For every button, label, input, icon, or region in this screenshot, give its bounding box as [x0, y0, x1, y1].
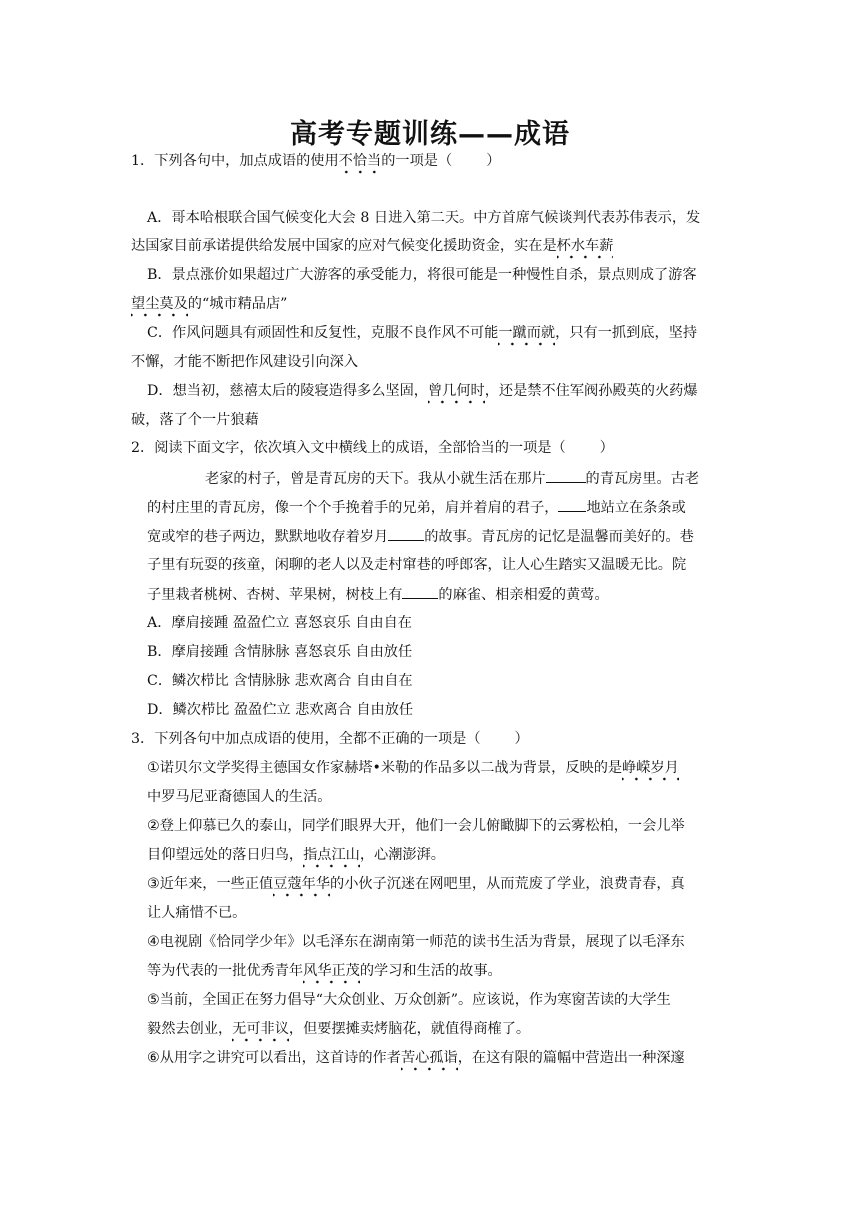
item-number: ⑤	[147, 992, 160, 1008]
idiom-emphasis: 无可非议	[232, 1021, 289, 1043]
q2-passage-line1: 老家的村子，曾是青瓦房的天下。我从小就生活在那片 的青瓦房里。古老	[205, 468, 699, 489]
q3-item-2-line1: ②登上仰慕已久的泰山，同学们眼界大开，他们一会儿俯瞰脚下的云雾松柏，一会儿举	[147, 818, 685, 834]
q3-item-1-line1: ①诺贝尔文学奖得主德国女作家赫塔•米勒的作品多以二战为背景，反映的是峥嵘岁月	[147, 758, 679, 778]
q2-option-c: C．鳞次栉比 含情脉脉 悲欢离合 自由自在	[147, 673, 413, 689]
page-title: 高考专题训练——成语	[290, 119, 570, 150]
idiom-emphasis: 豆蔻年华	[273, 876, 330, 898]
fill-blank	[388, 526, 424, 541]
item-number: ④	[147, 934, 160, 950]
idiom-emphasis: 杯水车薪	[557, 238, 614, 260]
q1-stem: 1．下列各句中，加点成语的使用不恰当的一项是（ ）	[131, 151, 500, 171]
idiom-emphasis: 峥嵘岁月	[622, 760, 679, 782]
idiom-emphasis: 指点江山	[303, 847, 360, 869]
item-number: ③	[147, 876, 160, 892]
q2-option-b: B．摩肩接踵 含情脉脉 喜怒哀乐 自由放任	[147, 644, 413, 660]
q3-item-4-line1: ④电视剧《恰同学少年》以毛泽东在湖南第一师范的读书生活为背景，展现了以毛泽东	[147, 934, 685, 950]
q2-option-d: D．鳞次栉比 盈盈伫立 悲欢离合 自由放任	[147, 702, 414, 718]
q2-option-a: A．摩肩接踵 盈盈伫立 喜怒哀乐 自由自在	[147, 615, 412, 631]
item-number: ②	[147, 818, 160, 834]
q1-option-d-line1: D．想当初，慈禧太后的陵寝造得多么坚固，曾几何时，还是禁不住军阀孙殿英的火药爆	[147, 381, 698, 401]
q1-option-a-line1: A．哥本哈根联合国气候变化大会 8 日进入第二天。中方首席气候谈判代表苏伟表示，发	[147, 210, 701, 226]
q2-stem: 2．阅读下面文字，依次填入文中横线上的成语，全部恰当的一项是（ ）	[131, 440, 614, 456]
q1-option-d-line2: 破，落了个一片狼藉	[131, 412, 259, 428]
q3-item-4-line2: 等为代表的一批优秀青年风华正茂的学习和生活的故事。	[147, 961, 502, 981]
q3-item-2-line2: 目仰望远处的落日归鸟，指点江山，心潮澎湃。	[147, 845, 445, 865]
q1-option-c-line2: 不懈，才能不断把作风建设引向深入	[131, 354, 359, 370]
idiom-emphasis: 一蹴而就	[498, 325, 555, 347]
fill-blank	[558, 497, 586, 512]
fill-blank	[546, 468, 586, 483]
idiom-emphasis: 曾几何时	[428, 383, 485, 405]
q1-option-b-line2: 望尘莫及的“城市精品店”	[131, 294, 287, 314]
q2-passage-line3: 宽或窄的巷子两边，默默地收存着岁月 的故事。青瓦房的记忆是温馨而美好的。巷	[147, 526, 694, 547]
q2-passage-line2: 的村庄里的青瓦房，像一个个手挽着手的兄弟，肩并着肩的君子， 地站立在条条或	[147, 497, 686, 518]
q3-item-6-line1: ⑥从用字之讲究可以看出，这首诗的作者苦心孤诣，在这有限的篇幅中营造出一种深邃	[147, 1048, 685, 1068]
q1-stem-emphasis: 不恰当	[339, 153, 382, 175]
item-number: ⑥	[147, 1050, 160, 1066]
q3-item-1-line2: 中罗马尼亚裔德国人的生活。	[147, 789, 332, 805]
fill-blank	[402, 584, 438, 599]
q1-option-c-line1: C．作风问题具有顽固性和反复性，克服不良作风不可能一蹴而就，只有一抓到底，坚持	[147, 323, 697, 343]
q1-option-a-line2: 达国家目前承诺提供给发展中国家的应对气候变化援助资金，实在是杯水车薪	[131, 236, 613, 256]
q3-stem: 3．下列各句中加点成语的使用，全都不正确的一项是（ ）	[131, 731, 529, 747]
q2-passage-line4: 子里有玩耍的孩童，闲聊的老人以及走村窜巷的呼郎客，让人心生踏实又温暖无比。院	[147, 557, 687, 573]
item-number: ①	[147, 760, 160, 776]
q3-item-3-line1: ③近年来，一些正值豆蔻年华的小伙子沉迷在网吧里，从而荒废了学业，浪费青春，真	[147, 874, 685, 894]
idiom-emphasis: 风华正茂	[303, 963, 360, 985]
q1-option-b-line1: B．景点涨价如果超过广大游客的承受能力，将很可能是一种慢性自杀，景点则成了游客	[147, 267, 697, 283]
q2-passage-line5: 子里栽者桃树、杏树、苹果树，树枝上有 的麻雀、相亲相爱的黄莺。	[147, 584, 609, 605]
idiom-emphasis: 望尘莫及	[131, 296, 188, 318]
q3-item-3-line2: 让人痛惜不已。	[147, 905, 247, 921]
q3-item-5-line1: ⑤当前，全国正在努力倡导“大众创业、万众创新”。应该说，作为寒窗苦读的大学生	[147, 992, 671, 1008]
idiom-emphasis: 苦心孤诣	[401, 1050, 458, 1072]
q3-item-5-line2: 毅然去创业，无可非议，但要摆摊卖烤脑花，就值得商榷了。	[147, 1019, 530, 1039]
